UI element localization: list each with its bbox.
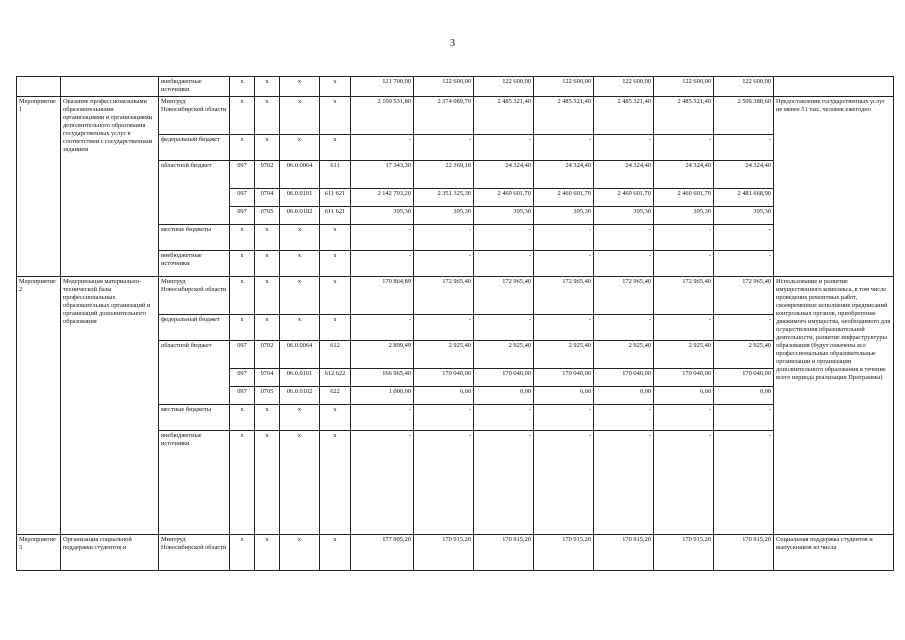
year-value-cell: 172 965,40	[474, 277, 534, 315]
year-value-cell: 2 485 321,40	[534, 97, 594, 135]
year-value-cell: 121 700,00	[351, 77, 414, 97]
year-value-cell: 2 485 321,40	[594, 97, 654, 135]
source-cell: федеральный бюджет	[159, 315, 230, 341]
year-value-cell: -	[351, 225, 414, 251]
grbs-cell: 097	[230, 341, 255, 369]
year-value-cell: -	[594, 135, 654, 161]
year-value-cell: 0,00	[474, 387, 534, 405]
year-value-cell: 0,00	[714, 387, 774, 405]
year-value-cell: -	[414, 315, 474, 341]
year-value-cell: 170 040,00	[414, 369, 474, 387]
result-cell: Предоставление государственных услуг не менее 51 тыс. человек ежегодно	[774, 97, 894, 277]
year-value-cell: 22 369,10	[414, 161, 474, 189]
section-cell: х	[255, 431, 280, 535]
vr-cell: х	[320, 251, 351, 277]
year-value-cell: 2 460 601,70	[534, 189, 594, 207]
year-value-cell: -	[714, 431, 774, 535]
grbs-cell: х	[230, 431, 255, 535]
year-value-cell: -	[414, 405, 474, 431]
section-cell: х	[255, 225, 280, 251]
section-cell: х	[255, 405, 280, 431]
year-value-cell: 122 600,00	[534, 77, 594, 97]
source-cell: Минтруд Новосибирской области	[159, 535, 230, 571]
csr-cell: х	[280, 135, 320, 161]
year-value-cell: -	[714, 315, 774, 341]
year-value-cell: -	[414, 135, 474, 161]
table-row	[17, 77, 894, 97]
year-value-cell: 0,00	[654, 387, 714, 405]
year-value-cell: 2 506 388,60	[714, 97, 774, 135]
section-cell: х	[255, 277, 280, 315]
source-cell: Минтруд Новосибирской области	[159, 277, 230, 315]
year-value-cell: -	[714, 405, 774, 431]
csr-cell: 06.0.0064	[280, 161, 320, 189]
year-value-cell: 17 343,30	[351, 161, 414, 189]
csr-cell: х	[280, 77, 320, 97]
page-number: 3	[450, 38, 455, 49]
year-value-cell: 2 374 089,70	[414, 97, 474, 135]
year-value-cell: -	[654, 405, 714, 431]
year-value-cell: 0,00	[534, 387, 594, 405]
csr-cell: х	[280, 97, 320, 135]
year-value-cell: -	[654, 315, 714, 341]
vr-cell: х	[320, 77, 351, 97]
year-value-cell: 122 600,00	[414, 77, 474, 97]
year-value-cell: -	[714, 135, 774, 161]
year-value-cell: 172 965,40	[714, 277, 774, 315]
year-value-cell: 170 040,00	[714, 369, 774, 387]
vr-cell: х	[320, 405, 351, 431]
year-value-cell: 24 324,40	[714, 161, 774, 189]
year-value-cell: 2 925,40	[414, 341, 474, 369]
grbs-cell: х	[230, 315, 255, 341]
year-value-cell: 2 142 793,20	[351, 189, 414, 207]
year-value-cell: 170 864,89	[351, 277, 414, 315]
year-value-cell: 170 915,20	[414, 535, 474, 571]
source-cell: областной бюджет	[159, 161, 230, 225]
grbs-cell: х	[230, 77, 255, 97]
section-cell: х	[255, 97, 280, 135]
csr-cell: х	[280, 251, 320, 277]
year-value-cell: 2 925,40	[534, 341, 594, 369]
grbs-cell: 097	[230, 369, 255, 387]
year-value-cell: 2 925,40	[714, 341, 774, 369]
year-value-cell: 0,00	[414, 387, 474, 405]
csr-cell: 06.0.0101	[280, 189, 320, 207]
year-value-cell: -	[654, 431, 714, 535]
year-value-cell: 24 324,40	[474, 161, 534, 189]
year-value-cell: 395,30	[474, 207, 534, 225]
csr-cell: 06.0.0064	[280, 341, 320, 369]
source-cell: внебюджетные источники	[159, 77, 230, 97]
year-value-cell: -	[654, 135, 714, 161]
grbs-cell: х	[230, 97, 255, 135]
year-value-cell: -	[351, 405, 414, 431]
year-value-cell: 2 460 601,70	[594, 189, 654, 207]
year-value-cell: -	[594, 225, 654, 251]
year-value-cell: 177 905,20	[351, 535, 414, 571]
year-value-cell: 2 160 531,80	[351, 97, 414, 135]
description-cell: Модернизация материально-технической базы профессиональных образовательных организаций и организаций дополнительного образования	[61, 277, 159, 535]
year-value-cell: 395,30	[414, 207, 474, 225]
grbs-cell: 097	[230, 161, 255, 189]
csr-cell: х	[280, 405, 320, 431]
csr-cell: х	[280, 315, 320, 341]
csr-cell: х	[280, 225, 320, 251]
description-cell	[61, 77, 159, 97]
section-cell: 0704	[255, 189, 280, 207]
year-value-cell: -	[594, 405, 654, 431]
year-value-cell: 2 460 601,70	[474, 189, 534, 207]
vr-cell: 612	[320, 341, 351, 369]
year-value-cell: 122 600,00	[714, 77, 774, 97]
year-value-cell: -	[474, 251, 534, 277]
year-value-cell: 2 485 321,40	[654, 97, 714, 135]
source-cell: внебюджетные источники	[159, 251, 230, 277]
year-value-cell: 170 040,00	[594, 369, 654, 387]
year-value-cell: 170 915,20	[654, 535, 714, 571]
year-value-cell: -	[534, 405, 594, 431]
year-value-cell: -	[594, 251, 654, 277]
grbs-cell: х	[230, 251, 255, 277]
year-value-cell: -	[534, 135, 594, 161]
section-cell: х	[255, 251, 280, 277]
year-value-cell: 395,30	[594, 207, 654, 225]
year-value-cell: 170 040,00	[474, 369, 534, 387]
year-value-cell: 395,30	[351, 207, 414, 225]
section-cell: х	[255, 315, 280, 341]
csr-cell: х	[280, 535, 320, 571]
vr-cell: х	[320, 135, 351, 161]
year-value-cell: 122 600,00	[594, 77, 654, 97]
vr-cell: х	[320, 315, 351, 341]
year-value-cell: -	[534, 251, 594, 277]
year-value-cell: -	[594, 315, 654, 341]
year-value-cell: -	[474, 135, 534, 161]
year-value-cell: 395,30	[534, 207, 594, 225]
source-cell: Минтруд Новосибирской области	[159, 97, 230, 135]
vr-cell: 611 621	[320, 207, 351, 225]
year-value-cell: 2 481 668,90	[714, 189, 774, 207]
year-value-cell: -	[351, 315, 414, 341]
source-cell: местные бюджеты	[159, 405, 230, 431]
year-value-cell: 172 965,40	[414, 277, 474, 315]
year-value-cell: 2 925,40	[474, 341, 534, 369]
result-cell: Использование и развитие имущественного комплекса, в том числе проведение ремонтных работ, своевременное исполнение предписаний контрольных органов, приобретение движимого имущества, необходимого для осуществления образовательной деятельности, развитие инфраструктуры образования (будут охвачены все профессиональные образовательные организации и организации дополнительного образования в течение всего периода реализации Программы)	[774, 277, 894, 535]
year-value-cell: 2 899,49	[351, 341, 414, 369]
section-cell: х	[255, 77, 280, 97]
vr-cell: 622	[320, 387, 351, 405]
year-value-cell: -	[654, 251, 714, 277]
vr-cell: 611 621	[320, 189, 351, 207]
section-cell: х	[255, 135, 280, 161]
grbs-cell: х	[230, 135, 255, 161]
measure-cell: Мероприятие 1	[17, 97, 61, 277]
year-value-cell: 2 925,40	[654, 341, 714, 369]
year-value-cell: -	[351, 431, 414, 535]
year-value-cell: 2 485 321,40	[474, 97, 534, 135]
year-value-cell: 395,30	[714, 207, 774, 225]
year-value-cell: 2 925,40	[594, 341, 654, 369]
year-value-cell: -	[474, 225, 534, 251]
description-cell: Оказание профессиональными образовательными организациями и организациями дополнительного образования государственных услуг в соответствии с государственным заданием	[61, 97, 159, 277]
measure-cell	[17, 77, 61, 97]
year-value-cell: -	[714, 225, 774, 251]
csr-cell: х	[280, 431, 320, 535]
year-value-cell: -	[414, 431, 474, 535]
csr-cell: 06.0.0102	[280, 387, 320, 405]
grbs-cell: 097	[230, 189, 255, 207]
year-value-cell: 166 965,40	[351, 369, 414, 387]
year-value-cell: -	[351, 135, 414, 161]
year-value-cell: 170 915,20	[714, 535, 774, 571]
year-value-cell: -	[654, 225, 714, 251]
budget-table	[16, 76, 894, 571]
source-cell: внебюджетные источники	[159, 431, 230, 535]
year-value-cell: 24 324,40	[594, 161, 654, 189]
year-value-cell: 0,00	[594, 387, 654, 405]
source-cell: федеральный бюджет	[159, 135, 230, 161]
year-value-cell: 122 600,00	[654, 77, 714, 97]
source-cell: местные бюджеты	[159, 225, 230, 251]
year-value-cell: 24 324,40	[654, 161, 714, 189]
table-row	[17, 277, 894, 315]
year-value-cell: -	[534, 431, 594, 535]
section-cell: 0702	[255, 341, 280, 369]
section-cell: х	[255, 535, 280, 571]
grbs-cell: х	[230, 225, 255, 251]
measure-cell: Мероприятие 3	[17, 535, 61, 571]
csr-cell: х	[280, 277, 320, 315]
year-value-cell: 170 040,00	[534, 369, 594, 387]
year-value-cell: -	[414, 251, 474, 277]
vr-cell: 611	[320, 161, 351, 189]
result-cell	[774, 77, 894, 97]
grbs-cell: х	[230, 277, 255, 315]
year-value-cell: -	[351, 251, 414, 277]
year-value-cell: 170 915,20	[474, 535, 534, 571]
year-value-cell: 395,30	[654, 207, 714, 225]
vr-cell: х	[320, 277, 351, 315]
vr-cell: х	[320, 225, 351, 251]
year-value-cell: -	[714, 251, 774, 277]
result-cell: Социальная поддержка студентов и выпускников из числа	[774, 535, 894, 571]
vr-cell: 612 622	[320, 369, 351, 387]
year-value-cell: 1 000,00	[351, 387, 414, 405]
year-value-cell: 172 965,40	[654, 277, 714, 315]
year-value-cell: 2 351 325,30	[414, 189, 474, 207]
csr-cell: 06.0.0101	[280, 369, 320, 387]
grbs-cell: х	[230, 535, 255, 571]
year-value-cell: -	[534, 225, 594, 251]
measure-cell: Мероприятие 2	[17, 277, 61, 535]
year-value-cell: -	[474, 431, 534, 535]
description-cell: Организация социальной поддержки студентов и	[61, 535, 159, 571]
year-value-cell: 170 915,20	[594, 535, 654, 571]
year-value-cell: 2 460 601,70	[654, 189, 714, 207]
grbs-cell: 097	[230, 207, 255, 225]
year-value-cell: 122 600,00	[474, 77, 534, 97]
section-cell: 0705	[255, 387, 280, 405]
year-value-cell: 172 965,40	[594, 277, 654, 315]
vr-cell: х	[320, 431, 351, 535]
year-value-cell: -	[594, 431, 654, 535]
year-value-cell: -	[534, 315, 594, 341]
year-value-cell: -	[474, 405, 534, 431]
year-value-cell: -	[474, 315, 534, 341]
source-cell: областной бюджет	[159, 341, 230, 405]
csr-cell: 06.0.0102	[280, 207, 320, 225]
vr-cell: х	[320, 535, 351, 571]
section-cell: 0705	[255, 207, 280, 225]
year-value-cell: 24 324,40	[534, 161, 594, 189]
year-value-cell: 172 965,40	[534, 277, 594, 315]
year-value-cell: -	[414, 225, 474, 251]
table-row	[17, 97, 894, 135]
year-value-cell: 170 040,00	[654, 369, 714, 387]
grbs-cell: х	[230, 405, 255, 431]
vr-cell: х	[320, 97, 351, 135]
table-row	[17, 535, 894, 571]
section-cell: 0702	[255, 161, 280, 189]
year-value-cell: 170 915,20	[534, 535, 594, 571]
grbs-cell: 097	[230, 387, 255, 405]
section-cell: 0704	[255, 369, 280, 387]
